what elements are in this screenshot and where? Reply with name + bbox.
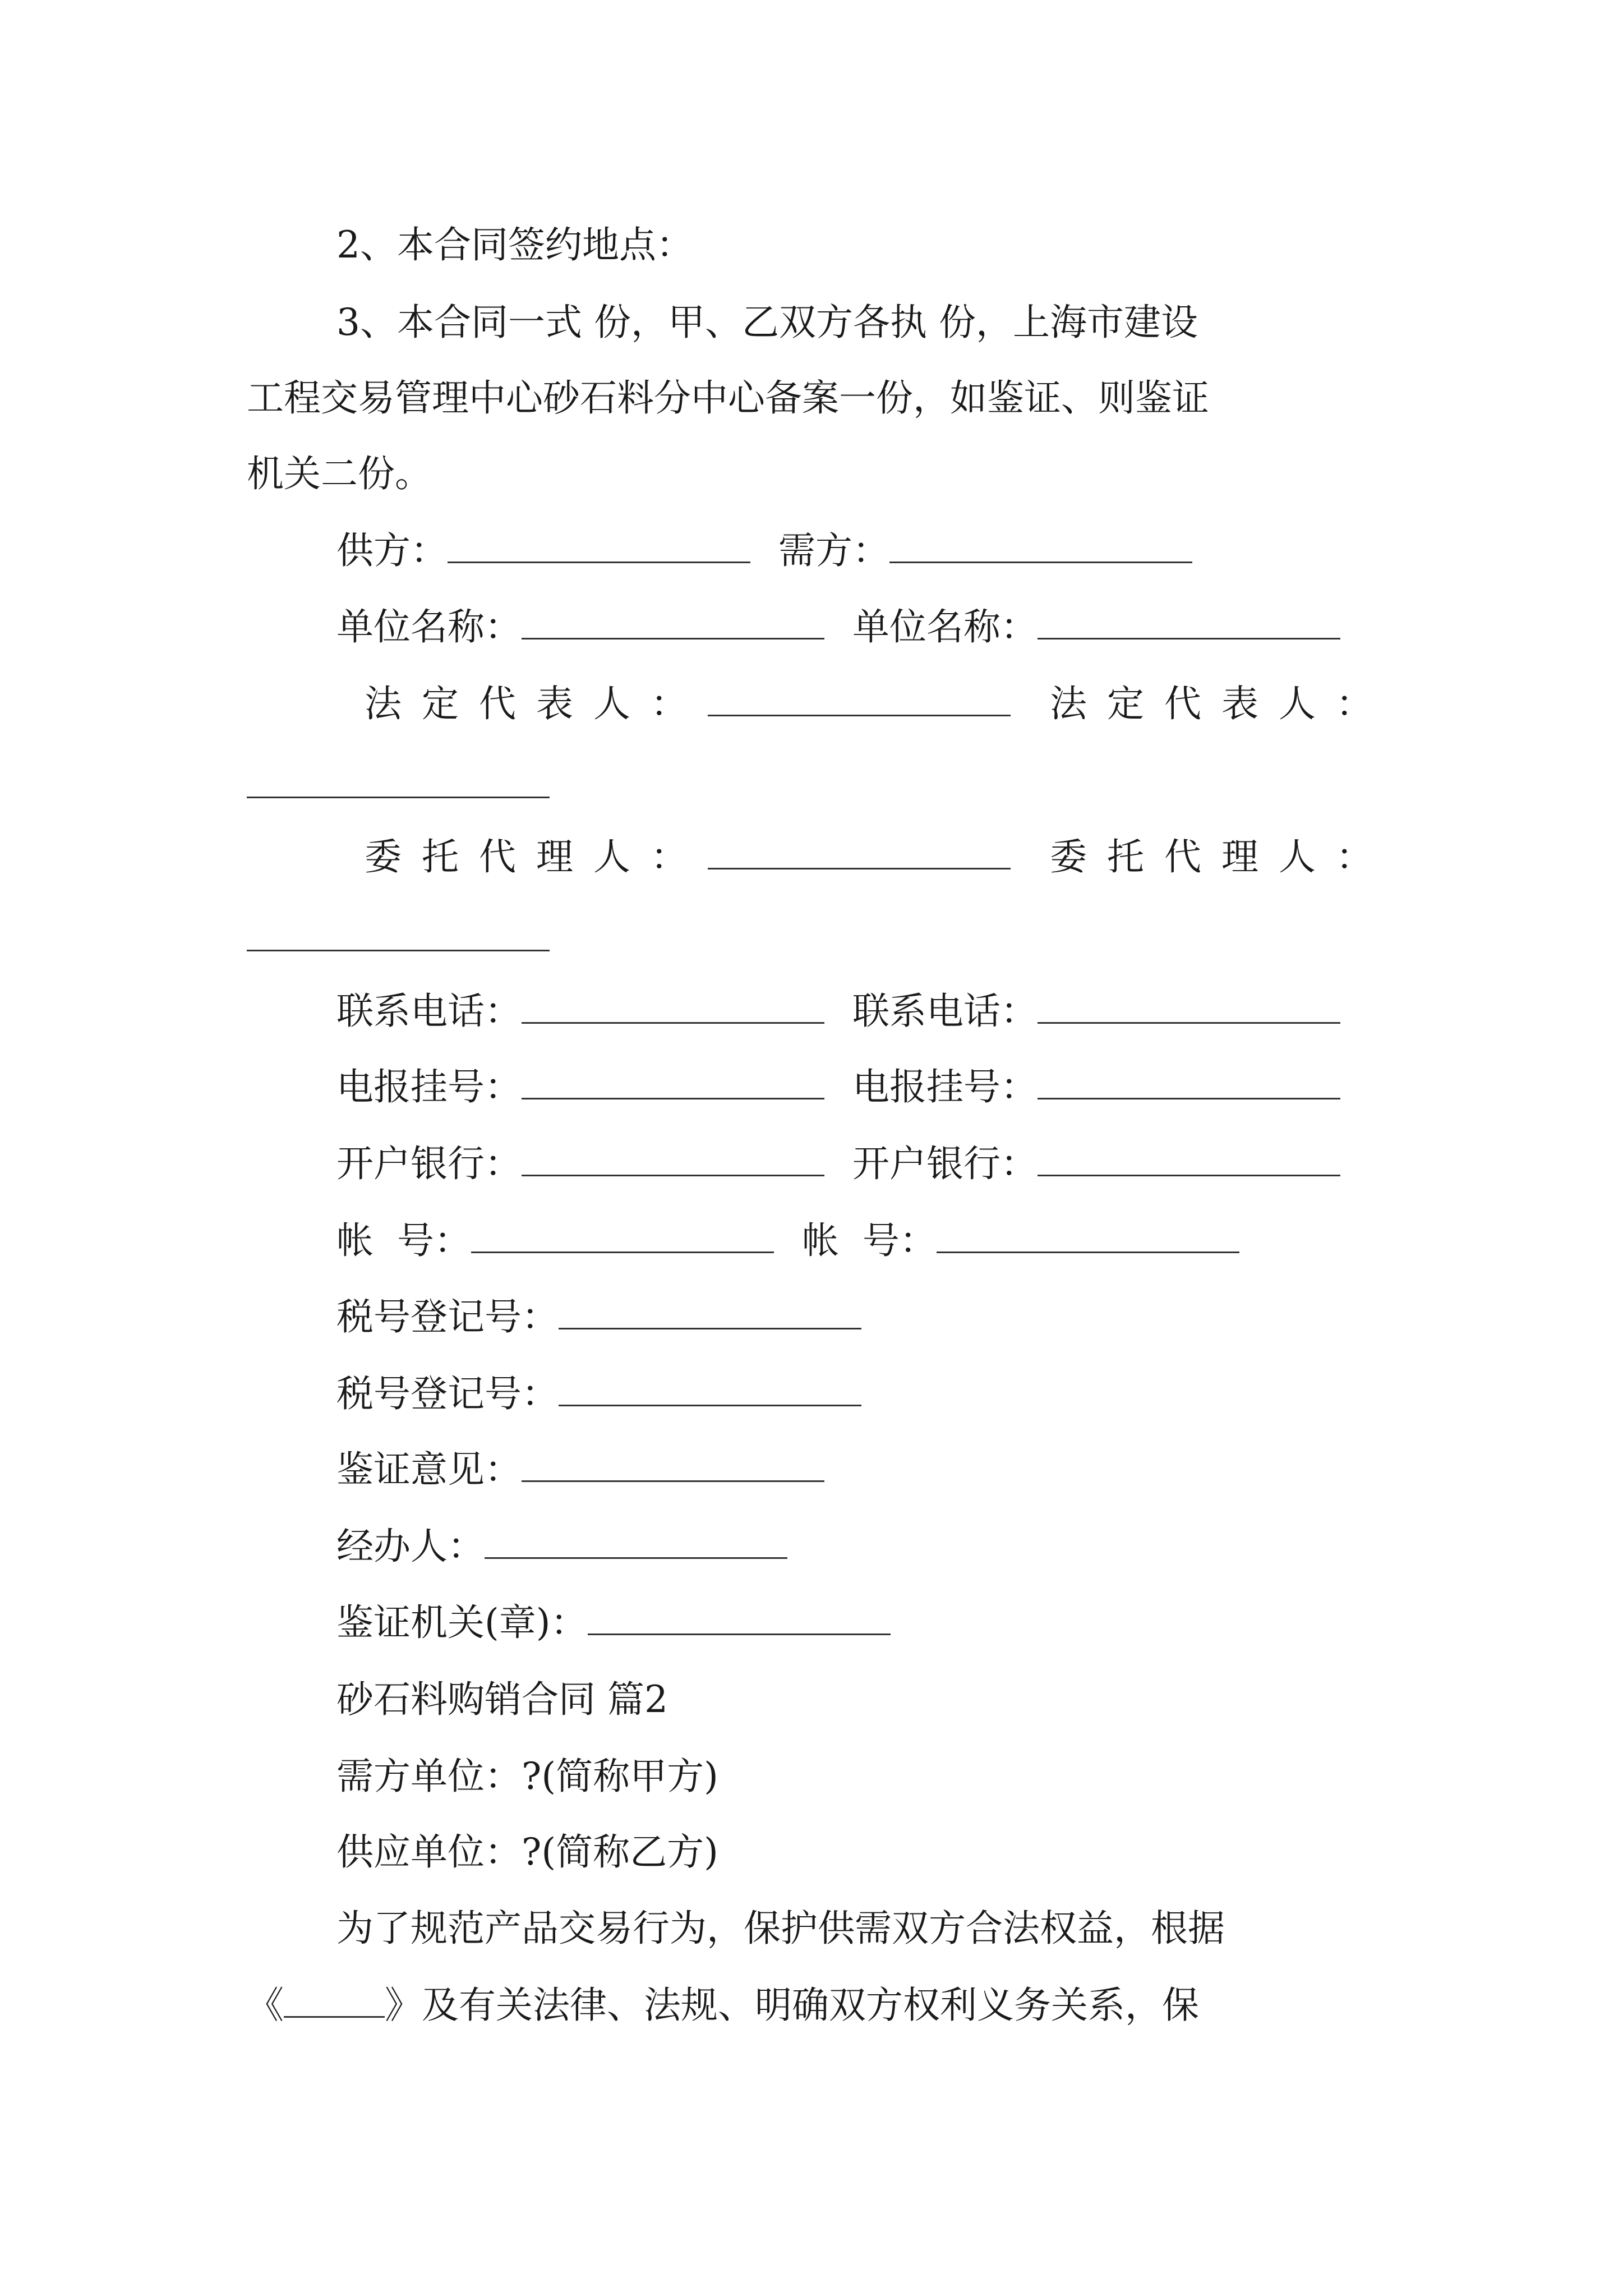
opinion-row [336,1447,824,1492]
tax-label-1: 税号登记号： [336,1295,559,1338]
intro-paragraph-line-2 [247,1983,1199,2028]
authority-field[interactable] [588,1601,891,1635]
tax-label-2: 税号登记号： [336,1372,559,1415]
clause-3-line-1: 3、本合同一式 份，甲、乙双方各执 份，上海市建设 [336,301,1198,344]
handler-label: 经办人： [336,1525,485,1568]
supplier-field[interactable] [448,529,750,563]
authority-row [336,1600,891,1645]
clause-3-line-2: 工程交易管理中心砂石料分中心备案一份，如鉴证、则鉴证 [247,376,1209,420]
bank-field-demander[interactable] [1038,1142,1340,1176]
phone-label-supplier: 联系电话： [336,990,522,1033]
intro-paragraph-line-1: 为了规范产品交易行为，保护供需双方合法权益，根据 [336,1907,1225,1950]
phone-field-demander[interactable] [1038,990,1340,1024]
unit-name-label-supplier: 单位名称： [336,605,522,648]
unit-name-label-demander: 单位名称： [852,605,1038,648]
tax-row-1 [336,1295,861,1340]
telegram-label-demander: 电报挂号： [852,1065,1038,1108]
handler-field[interactable] [485,1525,787,1559]
telegram-field-demander[interactable] [1038,1065,1340,1099]
account-row [336,1218,1239,1263]
opinion-field[interactable] [522,1448,824,1482]
bank-field-supplier[interactable] [522,1142,824,1176]
demand-unit-line: 需方单位：?(简称甲方) [336,1755,718,1798]
bank-label-demander: 开户银行： [852,1142,1038,1185]
tax-row-2 [336,1372,861,1416]
book-title-open: 《 [247,1984,284,2027]
authority-label: 鉴证机关(章)： [336,1601,588,1644]
unit-name-row [336,605,1340,650]
telegram-field-supplier[interactable] [522,1065,824,1099]
section-title-part-2: 砂石料购销合同 篇2 [336,1678,668,1721]
supply-unit-line: 供应单位：?(简称乙方) [336,1830,718,1874]
demander-label: 需方： [778,529,889,572]
supplier-label: 供方： [336,529,448,572]
phone-label-demander: 联系电话： [852,990,1038,1033]
supplier-row [336,528,1192,573]
agent-row [365,835,1393,880]
bank-label-supplier: 开户银行： [336,1142,522,1185]
telegram-row [336,1065,1340,1110]
bank-row [336,1142,1340,1186]
handler-row [336,1524,787,1569]
legal-rep-field-supplier[interactable] [708,682,1011,716]
agent-label-supplier: 委托代理人： [365,835,708,878]
unit-name-field-demander[interactable] [1038,605,1340,639]
account-field-supplier[interactable] [471,1219,774,1253]
agent-field-supplier[interactable] [708,835,1011,869]
account-field-demander[interactable] [937,1219,1239,1253]
account-label-demander: 帐 号： [801,1219,937,1262]
clause-3-line-3: 机关二份。 [247,452,432,495]
law-name-field[interactable] [284,1984,385,2018]
account-label-supplier: 帐 号： [336,1219,471,1262]
tax-field-1[interactable] [559,1295,861,1329]
legal-rep-label-supplier: 法定代表人： [365,682,708,725]
tax-field-2[interactable] [559,1372,861,1406]
agent-field-demander[interactable] [247,950,550,951]
agent-label-demander: 委托代理人： [1050,835,1393,878]
phone-field-supplier[interactable] [522,990,824,1024]
intro-paragraph-rest: 》及有关法律、法规、明确双方权利义务关系，保 [385,1984,1199,2027]
legal-rep-label-demander: 法定代表人： [1050,682,1393,725]
clause-2: 2、本合同签约地点： [336,223,693,266]
phone-row [336,989,1340,1034]
telegram-label-supplier: 电报挂号： [336,1065,522,1108]
opinion-label: 鉴证意见： [336,1448,522,1491]
demander-field[interactable] [889,529,1192,563]
legal-rep-row [365,682,1393,726]
legal-rep-field-demander[interactable] [247,797,550,798]
unit-name-field-supplier[interactable] [522,605,824,639]
